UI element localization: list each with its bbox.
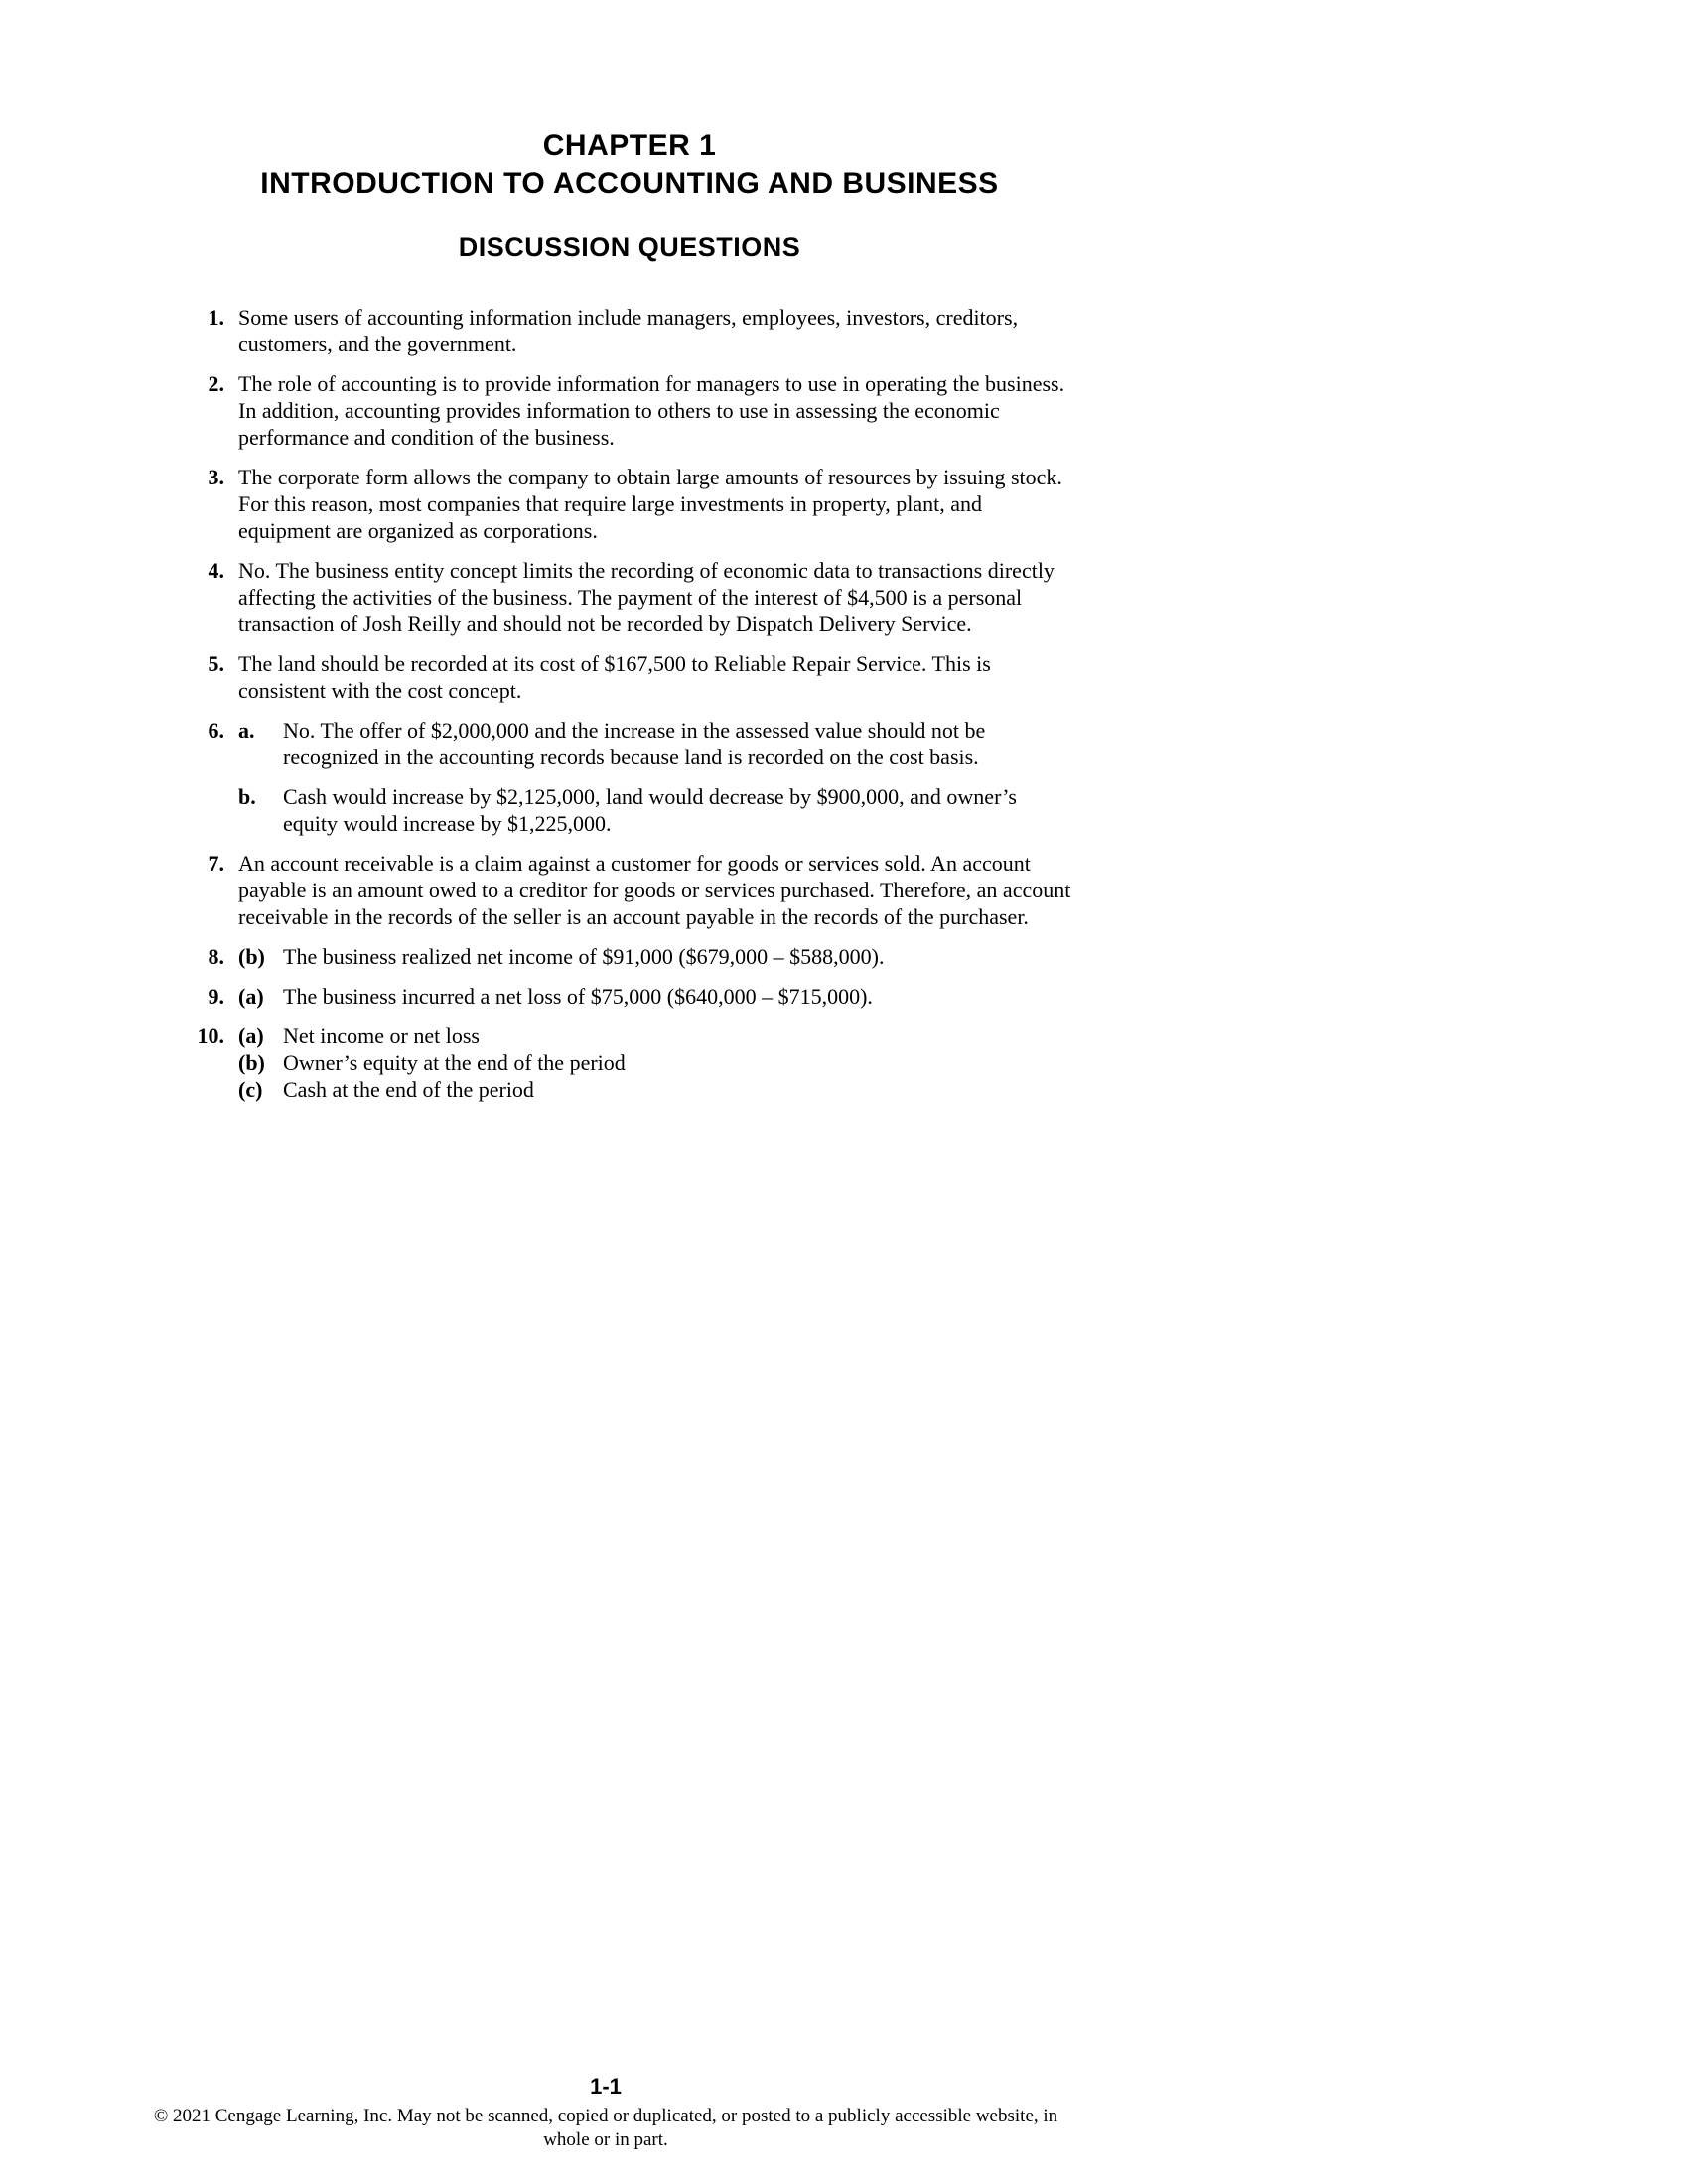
question-number: 9.: [208, 984, 224, 1009]
question-item: [183, 1023, 1076, 1103]
question-item: [183, 983, 1076, 1010]
question-number: 4.: [208, 558, 224, 583]
question-number: 8.: [208, 944, 224, 969]
chapter-title: [183, 127, 1076, 203]
sub-item: [238, 983, 1076, 1010]
question-text: Owner’s equity at the end of the period: [283, 1050, 626, 1075]
question-text: Some users of accounting information include managers, employees, investors, creditors, customers, and the government.: [238, 305, 1019, 356]
question-text: The corporate form allows the company to obtain large amounts of resources by issuing stock. For this reason, most companies that require large investments in property, plant, and equipment are organized as corporations.: [238, 465, 1062, 543]
chapter-title-line1: CHAPTER 1: [542, 129, 717, 162]
footer-copyright: © 2021 Cengage Learning, Inc. May not be scanned, copied or duplicated, or posted to a publicly accessible website, in whole or in part.: [153, 2106, 1058, 2150]
sub-label: (a): [238, 984, 264, 1009]
question-text: The business realized net income of $91,000 ($679,000 – $588,000).: [283, 944, 885, 969]
question-text: The role of accounting is to provide information for managers to use in operating the business. In addition, accounting provides information to others to use in assessing the economic performance and condition of the business.: [238, 371, 1065, 450]
question-item: [183, 943, 1076, 970]
question-item: [183, 717, 1076, 837]
question-text: No. The business entity concept limits the recording of economic data to transactions directly affecting the activities of the business. The payment of the interest of $4,500 is a personal transaction of Josh Reilly and should not be recorded by Dispatch Delivery Service.: [238, 558, 1055, 636]
question-item: [183, 304, 1076, 357]
question-text: Cash would increase by $2,125,000, land would decrease by $900,000, and owner’s equity would increase by $1,225,000.: [283, 784, 1017, 836]
sub-item: [238, 783, 1076, 837]
question-number: 10.: [197, 1024, 224, 1048]
questions-list: [183, 304, 1076, 1103]
question-number: 1.: [208, 305, 224, 330]
question-item: [183, 850, 1076, 930]
question-text: Cash at the end of the period: [283, 1077, 534, 1102]
section-heading: DISCUSSION QUESTIONS: [458, 232, 801, 262]
question-text: The land should be recorded at its cost of $167,500 to Reliable Repair Service. This is consistent with the cost concept.: [238, 651, 991, 703]
sub-label: a.: [238, 718, 255, 743]
question-item: [183, 650, 1076, 704]
question-number: 3.: [208, 465, 224, 489]
question-text: No. The offer of $2,000,000 and the increase in the assessed value should not be recognized in the accounting records because land is recorded on the cost basis.: [283, 718, 986, 769]
question-number: 6.: [208, 718, 224, 743]
sub-item: [238, 1076, 1076, 1103]
question-text: An account receivable is a claim against a customer for goods or services sold. An account payable is an amount owed to a creditor for goods or services purchased. Therefore, an account receivable in the records of the seller is an account payable in the records of the purchaser.: [238, 851, 1071, 929]
footer-page-number: 1-1: [590, 2074, 622, 2099]
question-text: Net income or net loss: [283, 1024, 480, 1048]
question-text: The business incurred a net loss of $75,000 ($640,000 – $715,000).: [283, 984, 873, 1009]
chapter-title-line2: INTRODUCTION TO ACCOUNTING AND BUSINESS: [260, 167, 999, 200]
sub-item: [238, 943, 1076, 970]
sub-label: (c): [238, 1077, 263, 1102]
question-item: [183, 464, 1076, 544]
question-number: 2.: [208, 371, 224, 396]
sub-label: (a): [238, 1024, 264, 1048]
sub-label: (b): [238, 1050, 265, 1075]
page-footer: [149, 2073, 1062, 2152]
sub-item: [238, 1023, 1076, 1049]
sub-item: [238, 1049, 1076, 1076]
question-item: [183, 557, 1076, 637]
question-number: 5.: [208, 651, 224, 676]
question-item: [183, 370, 1076, 451]
question-number: 7.: [208, 851, 224, 876]
sub-label: (b): [238, 944, 265, 969]
sub-label: b.: [238, 784, 256, 809]
page-content: [183, 127, 1076, 1116]
sub-item: [238, 717, 1076, 770]
